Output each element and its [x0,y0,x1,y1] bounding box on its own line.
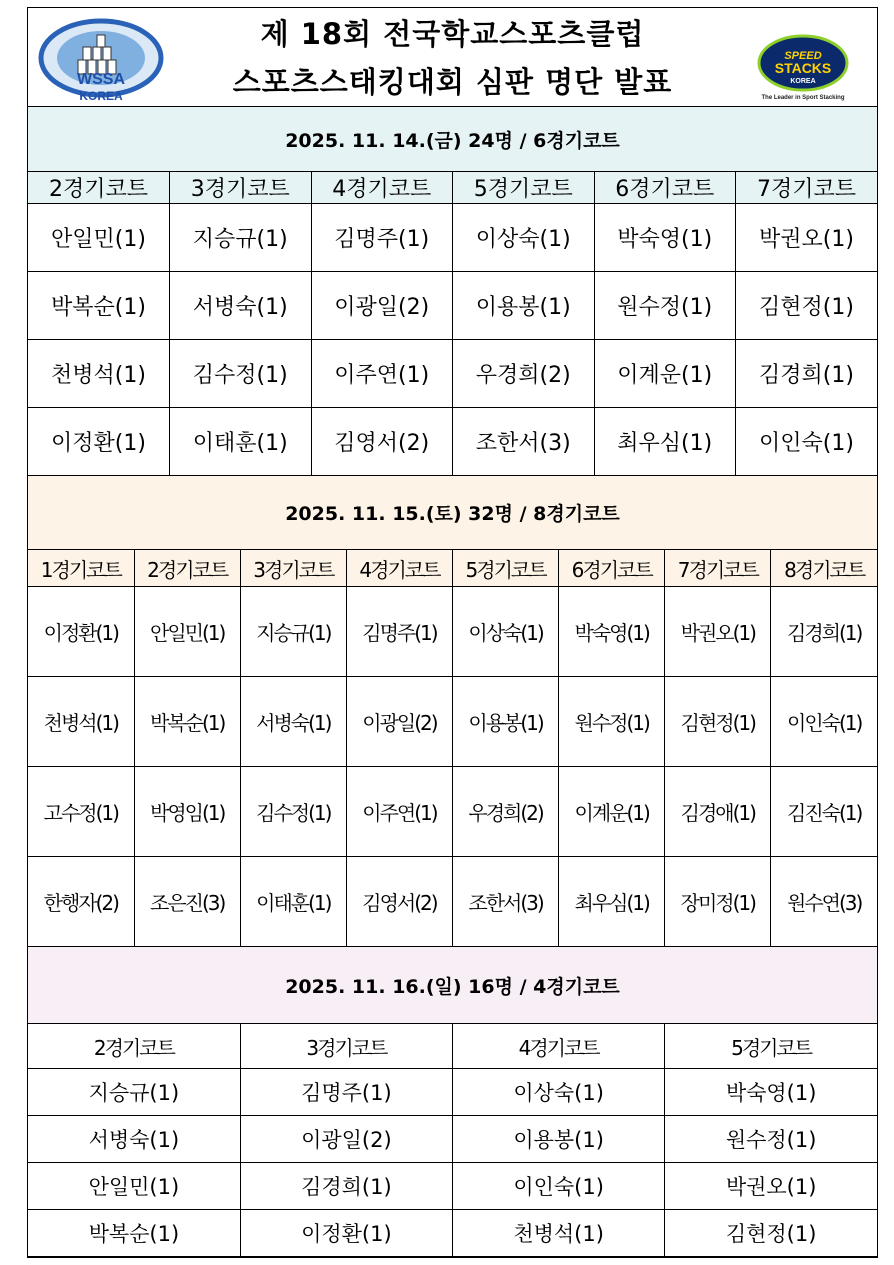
day-banner: 2025. 11. 14.(금) 24명 / 6경기코트 [28,107,877,172]
referee-name: 김경희(1) [771,587,877,677]
referee-name: 조한서(3) [453,408,595,476]
referee-name: 김명주(1) [346,587,452,677]
referee-name: 김현정(1) [665,1210,877,1257]
referee-name: 박숙영(1) [665,1069,877,1116]
referee-name: 이광일(2) [311,272,453,340]
court-header: 2경기코트 [28,172,170,204]
court-header: 2경기코트 [134,550,240,587]
referee-name: 이계운(1) [559,767,665,857]
referee-name: 이정환(1) [28,587,134,677]
title-line-2: 스포츠스태킹대회 심판 명단 발표 [232,65,673,99]
speed-stacks-korea-logo [753,33,858,103]
svg-text:SPEED: SPEED [784,50,822,62]
svg-text:WSSA: WSSA [77,71,125,88]
table-row [28,767,877,857]
court-header: 4경기코트 [346,550,452,587]
court-header: 3경기코트 [170,172,312,204]
table-row [28,340,877,408]
referee-name: 이상숙(1) [453,204,595,272]
court-header: 6경기코트 [594,172,736,204]
referee-name: 박숙영(1) [594,204,736,272]
referee-name: 장미정(1) [665,857,771,947]
referee-name: 이태훈(1) [240,857,346,947]
referee-name: 조은진(3) [134,857,240,947]
referee-document [27,7,878,1258]
court-header: 3경기코트 [240,1024,452,1069]
svg-text:KOREA: KOREA [79,89,123,103]
referee-name: 김현정(1) [736,272,878,340]
referee-name: 이계운(1) [594,340,736,408]
table-row [28,204,877,272]
referee-name: 이용봉(1) [453,272,595,340]
referee-name: 김수정(1) [170,340,312,408]
court-header: 2경기코트 [28,1024,240,1069]
referee-name: 천병석(1) [28,677,134,767]
title-line-1: 제 18회 전국학교스포츠클럽 [260,17,645,51]
referee-name: 이태훈(1) [170,408,312,476]
court-header: 3경기코트 [240,550,346,587]
referee-name: 원수정(1) [665,1116,877,1163]
document-header [28,8,877,107]
referee-name: 조한서(3) [453,857,559,947]
referee-name: 이정환(1) [28,408,170,476]
referee-name: 박복순(1) [134,677,240,767]
referee-name: 안일민(1) [28,204,170,272]
referee-name: 박복순(1) [28,1210,240,1257]
referee-name: 박숙영(1) [559,587,665,677]
referee-name: 김현정(1) [665,677,771,767]
referee-name: 이광일(2) [346,677,452,767]
referee-name: 이용봉(1) [453,677,559,767]
referee-name: 이정환(1) [240,1210,452,1257]
referee-name: 이상숙(1) [453,1069,665,1116]
referee-name: 서병숙(1) [170,272,312,340]
table-row [28,408,877,476]
referee-name: 천병석(1) [28,340,170,408]
referee-name: 김경애(1) [665,767,771,857]
day-banner: 2025. 11. 15.(토) 32명 / 8경기코트 [28,476,877,550]
court-header: 5경기코트 [453,550,559,587]
referee-name: 안일민(1) [134,587,240,677]
court-header: 5경기코트 [665,1024,877,1069]
referee-name: 서병숙(1) [240,677,346,767]
referee-name: 천병석(1) [453,1210,665,1257]
referee-name: 원수정(1) [559,677,665,767]
referee-name: 원수정(1) [594,272,736,340]
referee-name: 이인숙(1) [771,677,877,767]
referee-name: 이인숙(1) [453,1163,665,1210]
referee-name: 원수연(3) [771,857,877,947]
svg-text:KOREA: KOREA [790,78,816,85]
table-row [28,1210,877,1257]
referee-name: 한행자(2) [28,857,134,947]
referee-name: 김명주(1) [311,204,453,272]
referee-name: 이주연(1) [346,767,452,857]
court-header: 7경기코트 [736,172,878,204]
referee-name: 박권오(1) [736,204,878,272]
svg-text:The Leader in Sport Stacking: The Leader in Sport Stacking [761,95,845,101]
court-header-row [28,1024,877,1069]
referee-name: 김영서(2) [311,408,453,476]
referee-name: 지승규(1) [170,204,312,272]
referee-name: 김수정(1) [240,767,346,857]
referee-name: 박권오(1) [665,1163,877,1210]
court-header: 4경기코트 [311,172,453,204]
referee-table [28,1024,877,1257]
court-header-row [28,172,877,204]
referee-name: 최우심(1) [594,408,736,476]
referee-name: 박복순(1) [28,272,170,340]
referee-name: 지승규(1) [28,1069,240,1116]
referee-name: 이주연(1) [311,340,453,408]
referee-name: 김경희(1) [736,340,878,408]
referee-name: 김영서(2) [346,857,452,947]
referee-name: 김명주(1) [240,1069,452,1116]
table-row [28,1069,877,1116]
referee-name: 이용봉(1) [453,1116,665,1163]
referee-name: 이인숙(1) [736,408,878,476]
referee-name: 우경희(2) [453,767,559,857]
table-row [28,587,877,677]
court-header: 5경기코트 [453,172,595,204]
referee-table [28,172,877,476]
court-header: 4경기코트 [453,1024,665,1069]
referee-name: 이상숙(1) [453,587,559,677]
referee-name: 우경희(2) [453,340,595,408]
referee-name: 고수정(1) [28,767,134,857]
referee-table [28,550,877,947]
court-header: 8경기코트 [771,550,877,587]
referee-name: 이광일(2) [240,1116,452,1163]
referee-name: 안일민(1) [28,1163,240,1210]
table-row [28,857,877,947]
day-banner: 2025. 11. 16.(일) 16명 / 4경기코트 [28,947,877,1024]
court-header: 6경기코트 [559,550,665,587]
referee-name: 김경희(1) [240,1163,452,1210]
referee-name: 지승규(1) [240,587,346,677]
court-header-row [28,550,877,587]
svg-text:STACKS: STACKS [774,60,832,76]
table-row [28,677,877,767]
table-row [28,1163,877,1210]
referee-name: 박권오(1) [665,587,771,677]
referee-name: 서병숙(1) [28,1116,240,1163]
referee-name: 박영임(1) [134,767,240,857]
referee-name: 김진숙(1) [771,767,877,857]
table-row [28,1116,877,1163]
court-header: 1경기코트 [28,550,134,587]
court-header: 7경기코트 [665,550,771,587]
table-row [28,272,877,340]
referee-name: 최우심(1) [559,857,665,947]
